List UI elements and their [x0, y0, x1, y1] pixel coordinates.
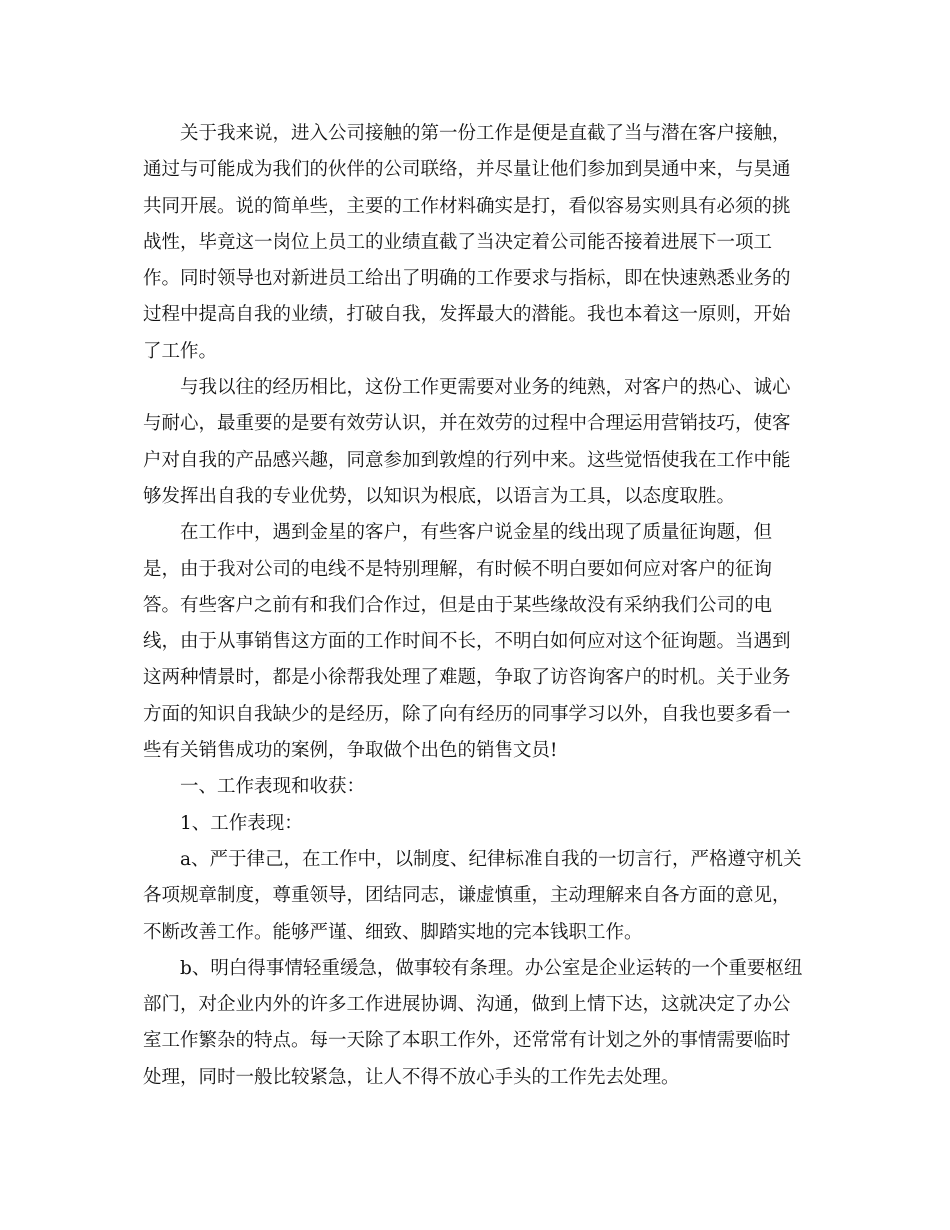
subheading-work-performance: 1、工作表现：: [180, 812, 303, 834]
paragraph-item-a: a、严于律己，在工作中，以制度、纪律标准自我的一切言行，严格遵守机关各项规章制度，尊重领导，团结同志，谦虚慎重，主动理解来自各方面的意见，不断改善工作。能够严谨、细致、脚踏实地的完本钱职工作。: [143, 848, 802, 943]
paragraph-intro: 关于我来说，进入公司接触的第一份工作是便是直截了当与潜在客户接触，通过与可能成为我们的伙伴的公司联络，并尽量让他们参加到昊通中来，与昊通共同开展。说的简单些，主要的工作材料确实是打，看似容易实则具有必须的挑战性，毕竟这一岗位上员工的业绩直截了当决定着公司能否接着进展下一项工作。同时领导也对新进员工给出了明确的工作要求与指标，即在快速熟悉业务的过程中提高自我的业绩，打破自我，发挥最大的潜能。我也本着这一原则，开始了工作。: [143, 123, 791, 362]
paragraph-experience: 与我以往的经历相比，这份工作更需要对业务的纯熟，对客户的热心、诚心与耐心，最重要的是要有效劳认识，并在效劳的过程中合理运用营销技巧，使客户对自我的产品感兴趣，同意参加到敦煌的行列中来。这些觉悟使我在工作中能够发挥出自我的专业优势，以知识为根底，以语言为工具，以态度取胜。: [143, 377, 791, 507]
paragraph-item-b: b、明白得事情轻重缓急，做事较有条理。办公室是企业运转的一个重要枢纽部门，对企业内外的许多工作进展协调、沟通，做到上情下达，这就决定了办公室工作繁杂的特点。每一天除了本职工作外，还常常有计划之外的事情需要临时处理，同时一般比较紧急，让人不得不放心手头的工作先去处理。: [143, 957, 803, 1088]
paragraph-customer-issues: 在工作中，遇到金星的客户，有些客户说金星的线出现了质量征询题，但是，由于我对公司的电线不是特别理解，有时候不明白要如何应对客户的征询答。有些客户之前有和我们合作过，但是由于某些缘故没有采纳我们公司的电线，由于从事销售这方面的工作时间不长，不明白如何应对这个征询题。当遇到这两种情景时，都是小徐帮我处理了难题，争取了访咨询客户的时机。关于业务方面的知识自我缺少的是经历，除了向有经历的同事学习以外，自我也要多看一些有关销售成功的案例，争取做个出色的销售文员!: [143, 522, 791, 762]
document-body: [143, 116, 803, 1096]
section-heading-performance: 一、工作表现和收获：: [180, 776, 366, 798]
